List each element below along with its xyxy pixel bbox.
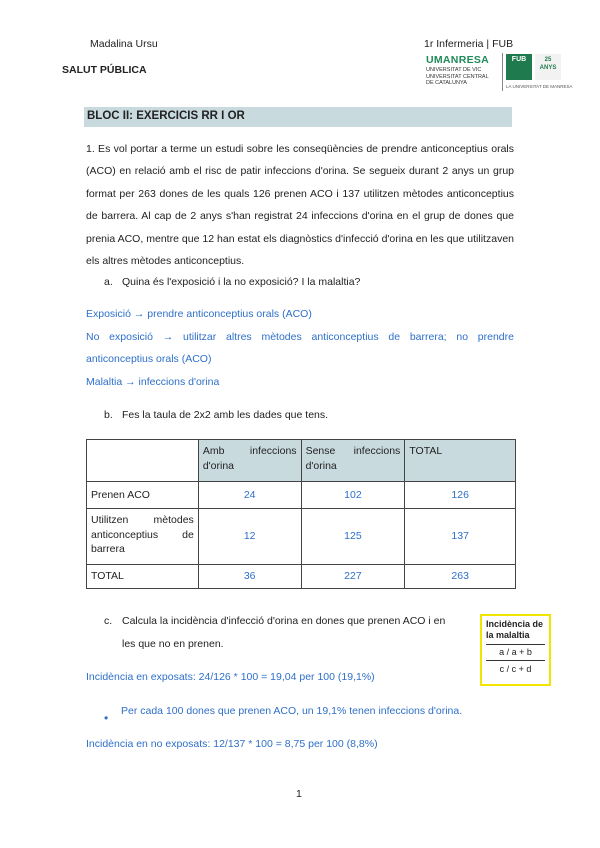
- table-cell: 125: [301, 509, 405, 565]
- logo-line-2: UNIVERSITAT CENTRAL: [426, 73, 489, 80]
- fub-label: FUB: [511, 56, 527, 63]
- bullet-icon: •: [104, 711, 109, 725]
- bloc-title: BLOC II: EXERCICIS RR I OR: [87, 110, 245, 122]
- table-header-row: [87, 440, 516, 482]
- incidence-interpretation: Per cada 100 dones que prenen ACO, un 19,1% tenen infeccions d'orina.: [121, 705, 463, 717]
- table-row: [87, 509, 516, 565]
- formula-divider: [486, 660, 545, 661]
- logo-brand: UMANRESA: [426, 54, 490, 66]
- table-cell: 36: [198, 565, 301, 589]
- question-b-letter: b.: [104, 409, 113, 421]
- question-c-line2: les que no en prenen.: [122, 638, 224, 650]
- formula-row-1: a / a + b: [499, 647, 532, 657]
- table-header-cell: Sense infeccions d'orina: [301, 440, 405, 482]
- incidence-exposed: Incidència en exposats: 24/126 * 100 = 19,04 per 100 (19,1%): [86, 671, 375, 683]
- table-cell: 263: [405, 565, 516, 589]
- subject-title: SALUT PÚBLICA: [62, 64, 147, 76]
- logo-divider: [502, 53, 503, 91]
- table-row: [87, 482, 516, 509]
- logo-line-1: UNIVERSITAT DE VIC: [426, 67, 482, 73]
- answer-non-exposure: No exposició → utilitzar altres mètodes anticonceptius de barrera; no prendre anticonceptius orals (ACO): [86, 331, 514, 366]
- table-cell: 137: [405, 509, 516, 565]
- question-b-text: Fes la taula de 2x2 amb les dades que tens.: [122, 409, 329, 421]
- formula-row-2: c / c + d: [499, 664, 532, 674]
- exercise-statement: 1. Es vol portar a terme un estudi sobre les conseqüències de prendre anticonceptius orals (ACO) en relació amb el risc de patir infeccions d'orina. Se segueix durant 2 anys un grup format per 263 dones de les quals 126 prenen ACO i 137 utilitzen mètodes anticonceptius de barrera. Al cap de 2 anys s'han registrat 24 infeccions d'orina en el grup de dones que prenia ACO, mentre que 12 han estat els diagnòstics d'infecció d'orina en les que utilitzaven els altres mètodes anticonceptius.: [86, 143, 514, 268]
- table-header-cell: TOTAL: [405, 440, 516, 482]
- answer-disease: Malaltia → infeccions d'orina: [86, 376, 220, 388]
- logo-lines: [426, 67, 489, 87]
- question-c-letter: c.: [104, 615, 113, 627]
- row-label: Prenen ACO: [87, 482, 199, 509]
- anniversary-number: 25: [544, 57, 552, 63]
- logo-line-3: DE CATALUNYA: [426, 80, 467, 86]
- question-c-line1: Calcula la incidència d'infecció d'orina en dones que prenen ACO i en: [122, 615, 446, 627]
- table-cell: 24: [198, 482, 301, 509]
- table-header-cell: [87, 440, 199, 482]
- bloc-title-bar: [84, 107, 512, 127]
- course-name: 1r Infermeria | FUB: [424, 38, 514, 50]
- table-cell: 12: [198, 509, 301, 565]
- contingency-table: [86, 439, 516, 589]
- formula-title: Incidència de la malaltia: [486, 619, 544, 640]
- row-label: Utilitzen mètodes anticonceptius de barrera: [87, 509, 199, 565]
- incidence-formula-box: [480, 614, 551, 686]
- table-row: [87, 565, 516, 589]
- anniversary-badge: [535, 54, 561, 80]
- incidence-unexposed: Incidència en no exposats: 12/137 * 100 = 8,75 per 100 (8,8%): [86, 738, 378, 750]
- question-a-text: Quina és l'exposició i la no exposició? I la malaltia?: [122, 276, 361, 288]
- table-cell: 102: [301, 482, 405, 509]
- page-number: 1: [296, 788, 302, 800]
- logo-tagline: LA UNIVERSITAT DE MANRESA: [506, 84, 573, 89]
- table-cell: 227: [301, 565, 405, 589]
- table-cell: 126: [405, 482, 516, 509]
- table-header-cell: Amb infeccions d'orina: [198, 440, 301, 482]
- university-logo: [424, 53, 573, 93]
- row-label: TOTAL: [87, 565, 199, 589]
- formula-divider: [486, 644, 545, 645]
- fub-badge: [506, 54, 532, 80]
- question-a-letter: a.: [104, 276, 113, 288]
- answer-exposure: Exposició → prendre anticonceptius orals (ACO): [86, 308, 312, 320]
- anniversary-word: ANYS: [539, 65, 557, 71]
- author-name: Madalina Ursu: [90, 38, 158, 50]
